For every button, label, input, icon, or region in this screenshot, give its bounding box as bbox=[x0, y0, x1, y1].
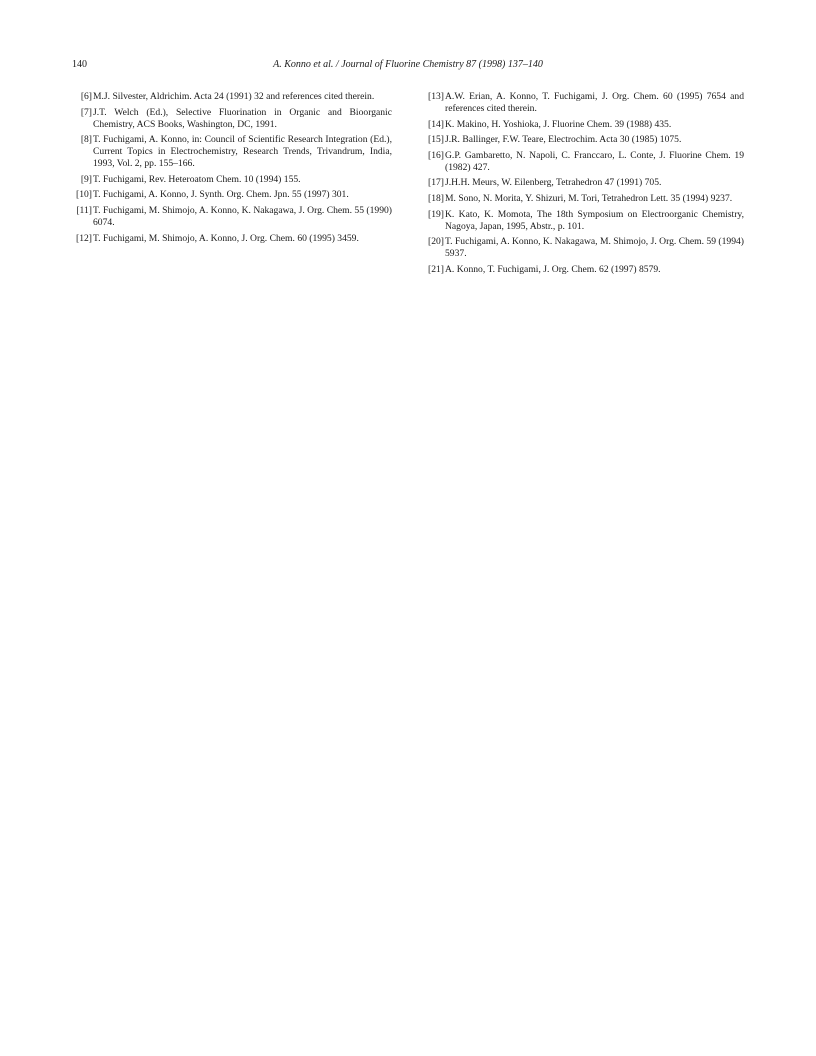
reference-number: [12] bbox=[76, 232, 92, 244]
reference-text: T. Fuchigami, A. Konno, J. Synth. Org. Chem. Jpn. 55 (1997) 301. bbox=[93, 189, 349, 201]
reference-text: M. Sono, N. Morita, Y. Shizuri, M. Tori, Tetrahedron Lett. 35 (1994) 9237. bbox=[445, 192, 733, 204]
reference-text: G.P. Gambaretto, N. Napoli, C. Franccaro, L. Conte, J. Fluorine Chem. 19 (1982) 427. bbox=[445, 149, 744, 173]
running-head: A. Konno et al. / Journal of Fluorine Chemistry 87 (1998) 137–140 bbox=[273, 59, 543, 70]
reference-number: [16] bbox=[428, 149, 444, 161]
reference-number: [20] bbox=[428, 236, 444, 248]
reference-number: [6] bbox=[80, 91, 92, 102]
reference-item bbox=[424, 209, 744, 233]
reference-text: M.J. Silvester, Aldrichim. Acta 24 (1991) 32 and references cited therein. bbox=[93, 91, 375, 102]
reference-item bbox=[424, 264, 744, 276]
reference-item bbox=[72, 91, 392, 103]
reference-item bbox=[424, 193, 744, 205]
reference-number: [17] bbox=[428, 177, 444, 189]
reference-text: T. Fuchigami, M. Shimojo, A. Konno, K. Nakagawa, J. Org. Chem. 55 (1990) 6074. bbox=[93, 204, 392, 228]
page-header bbox=[72, 58, 744, 72]
reference-number: [11] bbox=[76, 204, 92, 216]
reference-text: A.W. Erian, A. Konno, T. Fuchigami, J. Org. Chem. 60 (1995) 7654 and references cited therein. bbox=[445, 91, 744, 114]
reference-item bbox=[72, 107, 392, 131]
reference-item bbox=[424, 150, 744, 174]
reference-number: [14] bbox=[428, 118, 444, 130]
reference-item bbox=[72, 174, 392, 186]
reference-number: [9] bbox=[80, 173, 92, 185]
references-right-column bbox=[424, 91, 744, 279]
reference-number: [10] bbox=[76, 189, 92, 201]
reference-text: A. Konno, T. Fuchigami, J. Org. Chem. 62 (1997) 8579. bbox=[445, 263, 661, 275]
reference-number: [18] bbox=[428, 192, 444, 204]
reference-text: K. Kato, K. Momota, The 18th Symposium on Electroorganic Chemistry, Nagoya, Japan, 1995, Abstr., p. 101. bbox=[445, 208, 744, 232]
page-number: 140 bbox=[72, 59, 87, 70]
reference-text: T. Fuchigami, A. Konno, in: Council of Scientific Research Integration (Ed.), Current Topics in Electrochemistry, Research Trends, Trivandrum, India, 1993, Vol. 2, pp. 155–166. bbox=[93, 134, 392, 170]
reference-number: [19] bbox=[428, 208, 444, 220]
reference-text: T. Fuchigami, Rev. Heteroatom Chem. 10 (1994) 155. bbox=[93, 173, 301, 185]
reference-item bbox=[72, 134, 392, 170]
reference-text: J.H.H. Meurs, W. Eilenberg, Tetrahedron 47 (1991) 705. bbox=[445, 177, 662, 189]
reference-item bbox=[424, 236, 744, 260]
reference-number: [21] bbox=[428, 263, 444, 275]
reference-text: K. Makino, H. Yoshioka, J. Fluorine Chem. 39 (1988) 435. bbox=[445, 118, 672, 130]
reference-item bbox=[424, 177, 744, 189]
reference-item bbox=[72, 233, 392, 245]
reference-number: [13] bbox=[428, 91, 444, 102]
reference-text: T. Fuchigami, A. Konno, K. Nakagawa, M. Shimojo, J. Org. Chem. 59 (1994) 5937. bbox=[445, 236, 744, 260]
reference-text: J.R. Ballinger, F.W. Teare, Electrochim. Acta 30 (1985) 1075. bbox=[445, 134, 682, 146]
reference-item bbox=[72, 205, 392, 229]
reference-item bbox=[424, 119, 744, 131]
reference-text: J.T. Welch (Ed.), Selective Fluorination in Organic and Bioorganic Chemistry, ACS Books, Washington, DC, 1991. bbox=[93, 106, 392, 130]
reference-item bbox=[424, 134, 744, 146]
reference-number: [15] bbox=[428, 134, 444, 146]
references-left-column bbox=[72, 91, 392, 248]
reference-item bbox=[72, 189, 392, 201]
reference-number: [7] bbox=[80, 106, 92, 118]
reference-text: T. Fuchigami, M. Shimojo, A. Konno, J. Org. Chem. 60 (1995) 3459. bbox=[93, 232, 359, 244]
reference-number: [8] bbox=[80, 134, 92, 146]
reference-item bbox=[424, 91, 744, 115]
